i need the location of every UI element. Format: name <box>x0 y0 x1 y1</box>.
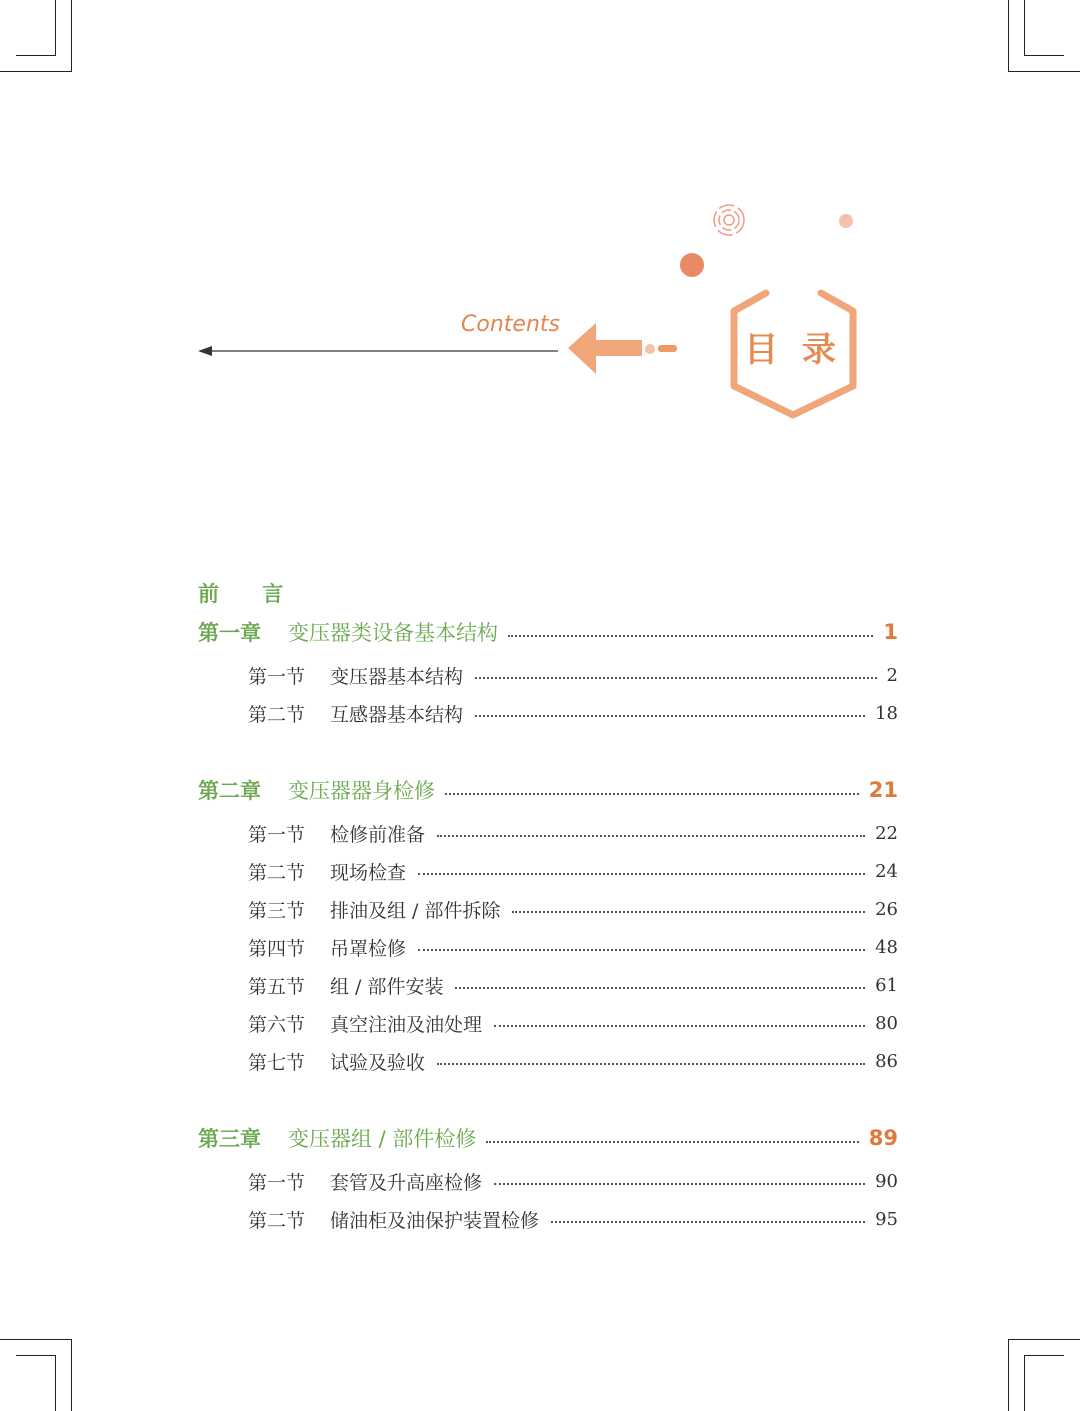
contents-header-graphic <box>190 190 890 430</box>
section-number: 第二节 <box>248 861 306 884</box>
section-title: 现场检查 <box>330 861 407 884</box>
crop-mark <box>1024 1355 1025 1411</box>
dot-leader <box>418 949 865 951</box>
dot-leader <box>494 1183 865 1185</box>
section-title: 检修前准备 <box>330 823 426 846</box>
dot-leader <box>551 1221 865 1223</box>
toc-section[interactable] <box>248 1010 898 1036</box>
section-number: 第六节 <box>248 1013 306 1036</box>
orange-arrow-icon <box>568 323 642 374</box>
page-title: 目 录 <box>744 330 842 370</box>
section-number: 第一节 <box>248 665 306 688</box>
section-title: 套管及升高座检修 <box>330 1171 483 1194</box>
concentric-circle-icon <box>714 205 744 235</box>
pink-dot-icon <box>839 214 853 228</box>
toc-section[interactable] <box>248 1048 898 1074</box>
dot-leader <box>494 1025 865 1027</box>
section-page: 22 <box>875 822 898 844</box>
toc-section[interactable] <box>248 820 898 846</box>
chapter-page: 89 <box>868 1126 898 1150</box>
chapter-number: 第三章 <box>198 1127 261 1151</box>
section-title: 吊罩检修 <box>330 937 407 960</box>
section-page: 24 <box>875 860 898 882</box>
section-number: 第四节 <box>248 937 306 960</box>
toc-section[interactable] <box>248 1206 898 1232</box>
section-number: 第二节 <box>248 703 306 726</box>
dot-leader <box>486 1141 858 1143</box>
dot-leader <box>445 793 859 795</box>
dot-leader <box>437 1063 865 1065</box>
crop-mark <box>1024 55 1064 56</box>
dot-leader <box>508 635 873 637</box>
crop-mark <box>1024 1355 1064 1356</box>
section-title: 排油及组 / 部件拆除 <box>330 899 501 922</box>
crop-mark <box>1024 0 1025 56</box>
dot-leader <box>475 715 865 717</box>
section-page: 80 <box>875 1012 898 1034</box>
section-number: 第七节 <box>248 1051 306 1074</box>
chapter-page: 1 <box>883 620 898 644</box>
chapter-page: 21 <box>868 778 898 802</box>
section-page: 86 <box>875 1050 898 1072</box>
dot-icon <box>645 344 655 354</box>
crop-mark <box>0 1339 72 1340</box>
section-title: 变压器基本结构 <box>330 665 464 688</box>
crop-mark <box>1008 1339 1080 1340</box>
crop-mark <box>1008 1339 1009 1411</box>
crop-mark <box>16 55 56 56</box>
toc-chapter[interactable] <box>198 1123 898 1153</box>
toc-section[interactable] <box>248 896 898 922</box>
toc-chapter[interactable] <box>198 617 898 647</box>
toc-section[interactable] <box>248 1168 898 1194</box>
crop-mark <box>55 0 56 56</box>
toc-section[interactable] <box>248 662 898 688</box>
section-title: 试验及验收 <box>330 1051 426 1074</box>
section-page: 61 <box>875 974 898 996</box>
section-page: 26 <box>875 898 898 920</box>
toc-chapter[interactable] <box>198 775 898 805</box>
section-page: 90 <box>875 1170 898 1192</box>
crop-mark <box>1008 0 1009 72</box>
crop-mark <box>1008 71 1080 72</box>
dot-leader <box>512 911 865 913</box>
crop-mark <box>55 1355 56 1411</box>
crop-mark <box>16 1355 56 1356</box>
chapter-title: 变压器组 / 部件检修 <box>288 1127 477 1151</box>
section-title: 真空注油及油处理 <box>330 1013 483 1036</box>
dot-leader <box>455 987 865 989</box>
dot-leader <box>418 873 865 875</box>
toc-section[interactable] <box>248 934 898 960</box>
section-number: 第三节 <box>248 899 306 922</box>
chapter-title: 变压器类设备基本结构 <box>288 621 498 645</box>
section-number: 第一节 <box>248 1171 306 1194</box>
crop-mark <box>71 1339 72 1411</box>
toc-section[interactable] <box>248 700 898 726</box>
chapter-number: 第一章 <box>198 621 261 645</box>
section-title: 互感器基本结构 <box>330 703 464 726</box>
section-page: 18 <box>875 702 898 724</box>
dot-leader <box>475 677 877 679</box>
chapter-number: 第二章 <box>198 779 261 803</box>
section-title: 储油柜及油保护装置检修 <box>330 1209 540 1232</box>
arrow-head-icon <box>198 346 212 356</box>
section-page: 2 <box>886 664 898 686</box>
section-page: 95 <box>875 1208 898 1230</box>
crop-mark <box>0 71 72 72</box>
section-page: 48 <box>875 936 898 958</box>
contents-label: Contents <box>461 312 560 337</box>
toc-section[interactable] <box>248 972 898 998</box>
orange-circle-icon <box>680 253 704 277</box>
toc-section[interactable] <box>248 858 898 884</box>
dash-icon <box>658 345 677 352</box>
toc-preface[interactable]: 前 言 <box>198 582 302 606</box>
chapter-title: 变压器器身检修 <box>288 779 435 803</box>
section-number: 第一节 <box>248 823 306 846</box>
section-number: 第二节 <box>248 1209 306 1232</box>
section-title: 组 / 部件安装 <box>330 975 444 998</box>
crop-mark <box>71 0 72 72</box>
section-number: 第五节 <box>248 975 306 998</box>
dot-leader <box>437 835 865 837</box>
